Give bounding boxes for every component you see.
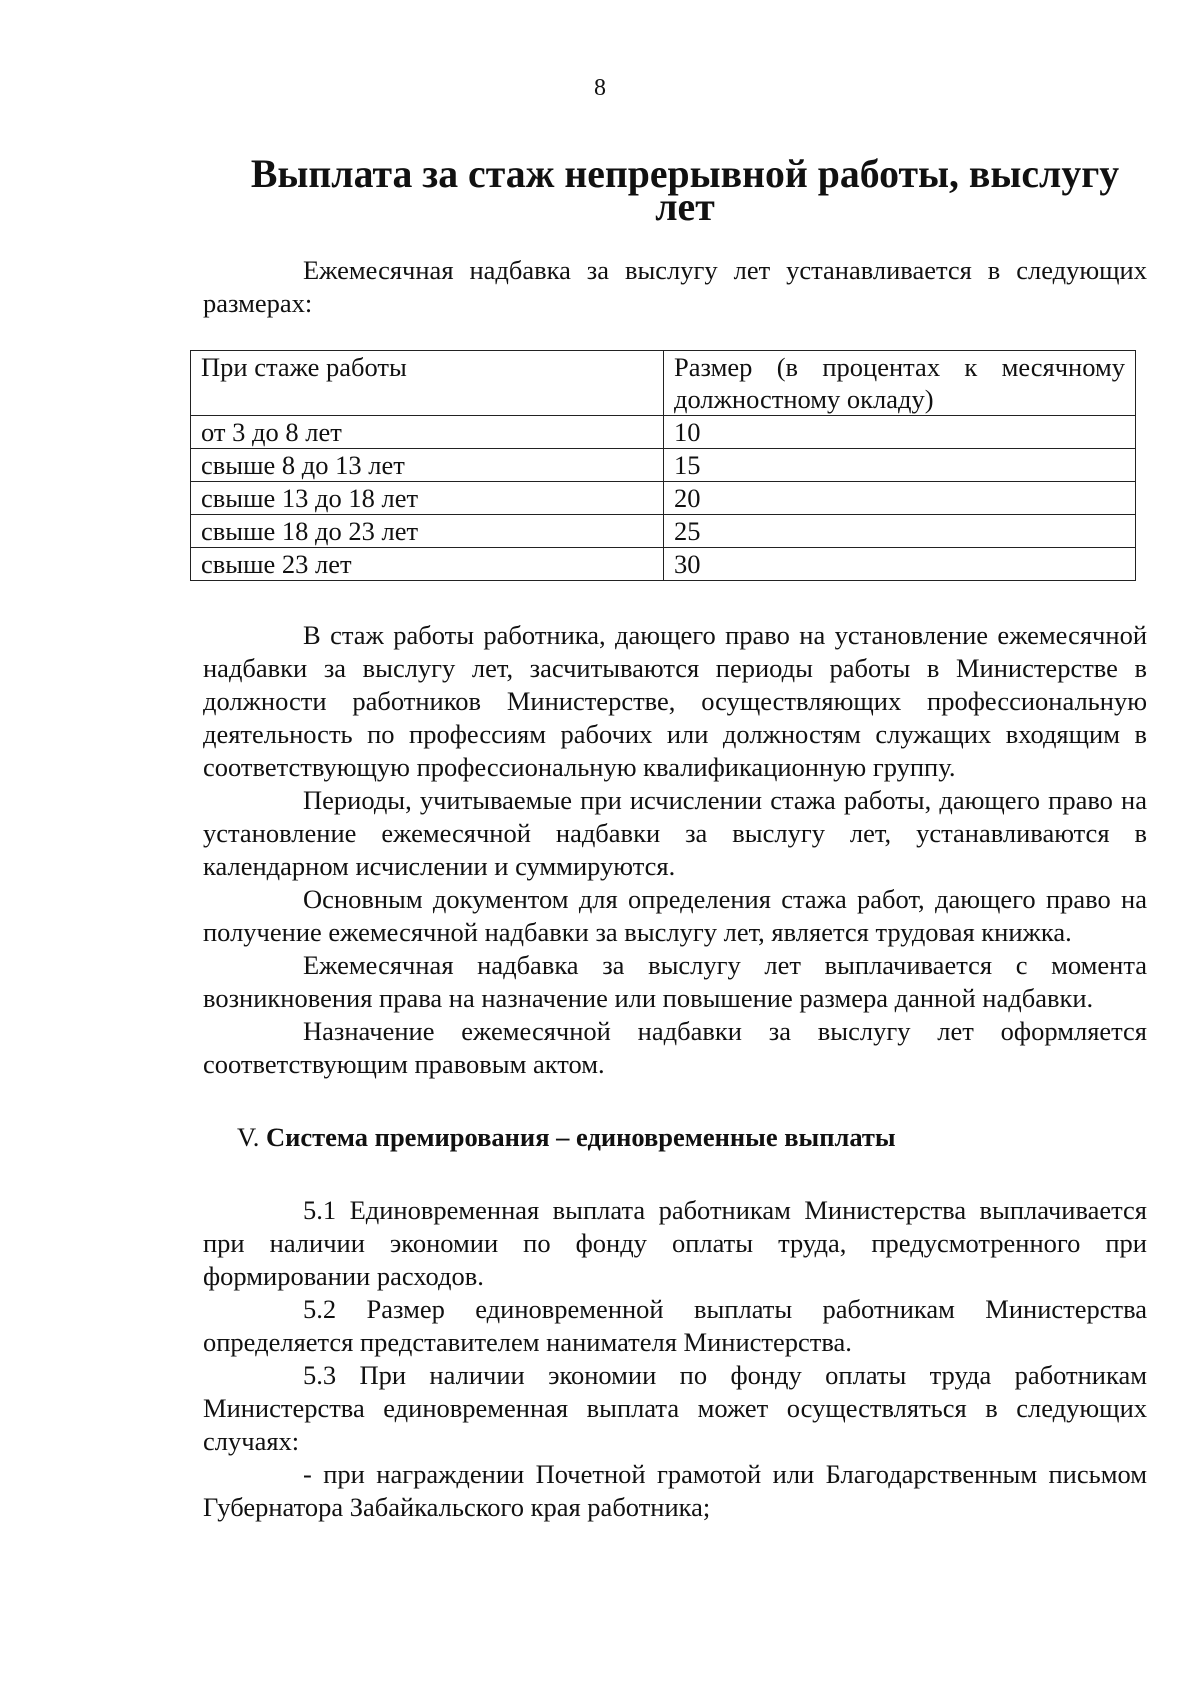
table-row (191, 449, 1136, 482)
page-number: 8 (594, 75, 606, 101)
table-cell-percent: 25 (664, 515, 1136, 548)
section-heading-seniority: Выплата за стаж непрерывной работы, выслугу лет (250, 152, 1120, 229)
table-cell-percent: 20 (664, 482, 1136, 515)
intro-paragraph: Ежемесячная надбавка за выслугу лет устанавливается в следующих размерах: (203, 255, 1147, 318)
section-paragraph: 5.2 Размер единовременной выплаты работникам Министерства определяется представителем нанимателя Министерства. (203, 1294, 1147, 1357)
table-row (191, 548, 1136, 581)
table-header-cell: При стаже работы (191, 351, 664, 416)
table-row (191, 515, 1136, 548)
section-number: V. (237, 1122, 260, 1152)
section-title-text: Система премирования – единовременные выплаты (265, 1122, 896, 1152)
table-cell-period: от 3 до 8 лет (191, 416, 664, 449)
spacer (203, 1154, 1147, 1194)
page-content (201, 152, 1147, 1524)
table-row (191, 416, 1136, 449)
table-row (191, 482, 1136, 515)
table-header-row (191, 351, 1136, 416)
body-paragraph: Периоды, учитываемые при исчислении стажа работы, дающего право на установление ежемесячной надбавки за выслугу лет, устанавливаются в календарном исчислении и суммируются. (203, 785, 1147, 881)
body-paragraph: Основным документом для определения стажа работ, дающего право на получение ежемесячной надбавки за выслугу лет, является трудовая книжка. (203, 884, 1147, 947)
table-cell-percent: 30 (664, 548, 1136, 581)
section-paragraph: 5.1 Единовременная выплата работникам Министерства выплачивается при наличии экономии по фонду оплаты труда, предусмотренного при формировании расходов. (203, 1195, 1147, 1291)
section-title (203, 1121, 1147, 1154)
table-cell-period: свыше 18 до 23 лет (191, 515, 664, 548)
section-paragraph: 5.3 При наличии экономии по фонду оплаты труда работникам Министерства единовременная выплата может осуществляться в следующих случаях: (203, 1360, 1147, 1456)
table-cell-percent: 10 (664, 416, 1136, 449)
body-paragraph: В стаж работы работника, дающего право на установление ежемесячной надбавки за выслугу лет, засчитываются периоды работы в Министерстве в должности работников Министерстве, осуществляющих профессиональную деятельность по профессиям рабочих или должностям служащих входящим в соответствующую профессиональную квалификационную группу. (203, 620, 1147, 782)
table-cell-period: свыше 8 до 13 лет (191, 449, 664, 482)
table-cell-period: свыше 23 лет (191, 548, 664, 581)
section-paragraph: - при награждении Почетной грамотой или Благодарственным письмом Губернатора Забайкальского края работника; (203, 1459, 1147, 1522)
body-paragraph: Назначение ежемесячной надбавки за выслугу лет оформляется соответствующим правовым актом. (203, 1016, 1147, 1079)
seniority-table (190, 350, 1136, 581)
table-cell-period: свыше 13 до 18 лет (191, 482, 664, 515)
table-cell-percent: 15 (664, 449, 1136, 482)
table-header-cell: Размер (в процентах к месячному должностному окладу) (664, 351, 1136, 416)
body-paragraph: Ежемесячная надбавка за выслугу лет выплачивается с момента возникновения права на назначение или повышение размера данной надбавки. (203, 950, 1147, 1013)
